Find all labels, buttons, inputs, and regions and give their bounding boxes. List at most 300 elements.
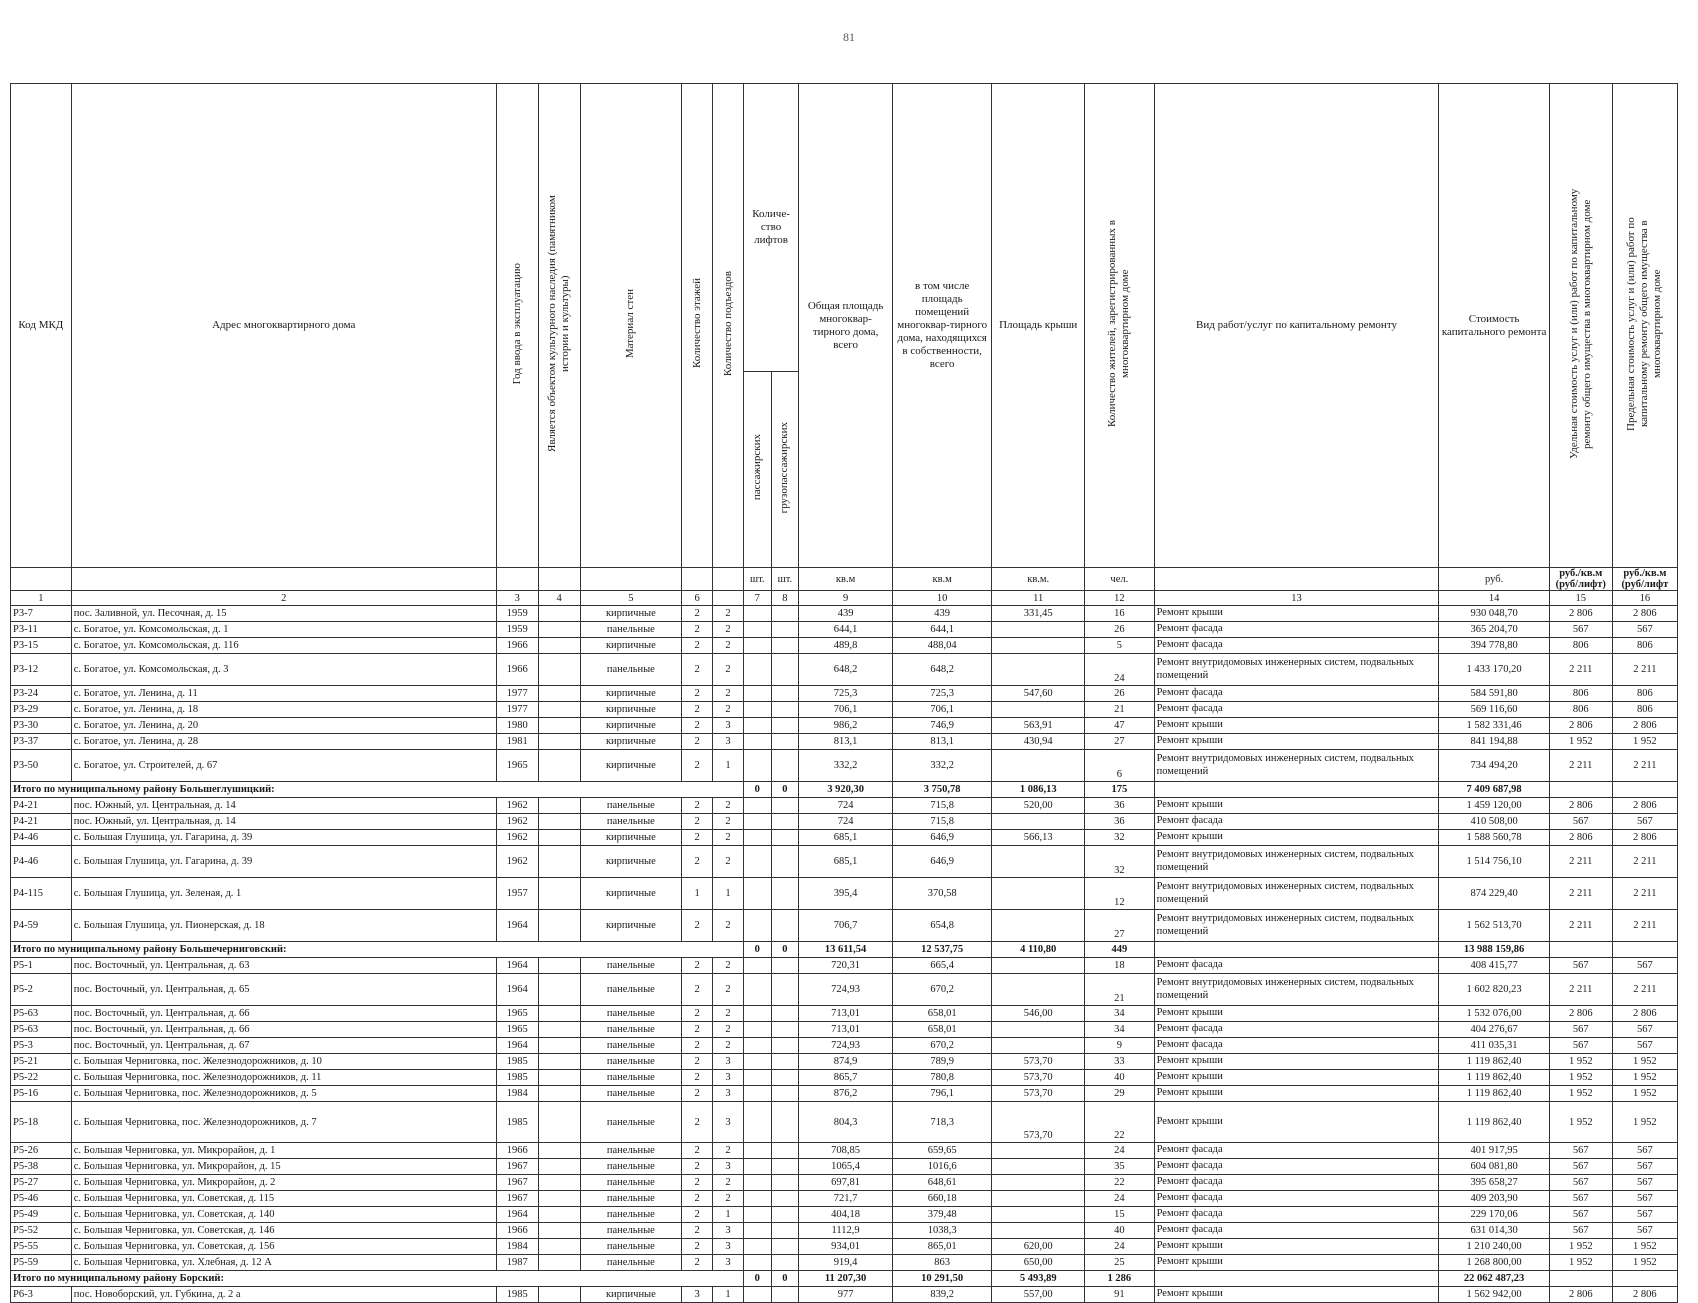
cell-owned-area: 780,8 bbox=[893, 1070, 992, 1086]
cell-owned-area: 658,01 bbox=[893, 1006, 992, 1022]
cell-work-type: Ремонт крыши bbox=[1154, 734, 1439, 750]
cell-owned-area: 648,61 bbox=[893, 1175, 992, 1191]
cell-roof-area: 573,70 bbox=[992, 1102, 1085, 1143]
cell-entrances: 1 bbox=[713, 750, 744, 782]
cell-address: с. Большая Глушица, ул. Зеленая, д. 1 bbox=[71, 878, 496, 910]
subtotal-empty bbox=[1549, 782, 1612, 798]
subtotal-row bbox=[11, 782, 1678, 798]
table-row bbox=[11, 974, 1678, 1006]
cell-material: панельные bbox=[580, 654, 682, 686]
table-row bbox=[11, 1207, 1678, 1223]
cell-max-cost: 2 806 bbox=[1612, 830, 1677, 846]
cell-material: панельные bbox=[580, 1191, 682, 1207]
cell-unit-cost: 567 bbox=[1549, 814, 1612, 830]
cell-work-type: Ремонт крыши bbox=[1154, 1287, 1439, 1303]
cell-lifts-cargo bbox=[771, 718, 799, 734]
cell-max-cost: 567 bbox=[1612, 1143, 1677, 1159]
cell-floors: 2 bbox=[682, 1022, 713, 1038]
cell-entrances: 2 bbox=[713, 798, 744, 814]
cell-heritage bbox=[538, 1207, 580, 1223]
cell-entrances: 3 bbox=[713, 1054, 744, 1070]
subtotal-total-area: 11 207,30 bbox=[799, 1271, 893, 1287]
subtotal-lifts-cargo: 0 bbox=[771, 782, 799, 798]
cell-lifts-cargo bbox=[771, 878, 799, 910]
units-row bbox=[11, 568, 1678, 591]
cell-work-type: Ремонт крыши bbox=[1154, 1239, 1439, 1255]
cell-unit-cost: 567 bbox=[1549, 1207, 1612, 1223]
subtotal-empty bbox=[1154, 782, 1439, 798]
cell-entrances: 3 bbox=[713, 1102, 744, 1143]
cell-material: кирпичные bbox=[580, 686, 682, 702]
cell-max-cost: 806 bbox=[1612, 686, 1677, 702]
subtotal-lifts-passenger: 0 bbox=[743, 942, 771, 958]
cell-residents: 34 bbox=[1085, 1006, 1155, 1022]
cell-year: 1966 bbox=[496, 638, 538, 654]
cell-cost: 410 508,00 bbox=[1439, 814, 1549, 830]
subtotal-empty bbox=[1612, 782, 1677, 798]
cell-total-area: 986,2 bbox=[799, 718, 893, 734]
subtotal-empty bbox=[1154, 942, 1439, 958]
cell-roof-area: 573,70 bbox=[992, 1070, 1085, 1086]
cell-total-area: 919,4 bbox=[799, 1255, 893, 1271]
cell-residents: 34 bbox=[1085, 1022, 1155, 1038]
cell-year: 1977 bbox=[496, 702, 538, 718]
cell-heritage bbox=[538, 1255, 580, 1271]
cell-entrances: 2 bbox=[713, 1143, 744, 1159]
cell-floors: 2 bbox=[682, 846, 713, 878]
unit-people: чел. bbox=[1085, 568, 1155, 591]
cell-floors: 2 bbox=[682, 718, 713, 734]
header-code: Код МКД bbox=[11, 84, 72, 568]
cell-floors: 2 bbox=[682, 1207, 713, 1223]
header-work-type: Вид работ/услуг по капитальному ремонту bbox=[1154, 84, 1439, 568]
cell-max-cost: 567 bbox=[1612, 1207, 1677, 1223]
cell-unit-cost: 1 952 bbox=[1549, 1255, 1612, 1271]
cell-unit-cost: 567 bbox=[1549, 1223, 1612, 1239]
cell-heritage bbox=[538, 1223, 580, 1239]
cell-lifts-cargo bbox=[771, 1143, 799, 1159]
cell-year: 1984 bbox=[496, 1239, 538, 1255]
cell-total-area: 404,18 bbox=[799, 1207, 893, 1223]
table-body bbox=[11, 606, 1678, 1303]
cell-entrances: 2 bbox=[713, 814, 744, 830]
column-number: 11 bbox=[992, 591, 1085, 606]
cell-cost: 365 204,70 bbox=[1439, 622, 1549, 638]
cell-material: панельные bbox=[580, 1086, 682, 1102]
cell-lifts-cargo bbox=[771, 910, 799, 942]
cell-code: Р5-3 bbox=[11, 1038, 72, 1054]
cell-roof-area bbox=[992, 622, 1085, 638]
cell-lifts-passenger bbox=[743, 1038, 771, 1054]
cell-owned-area: 379,48 bbox=[893, 1207, 992, 1223]
cell-owned-area: 715,8 bbox=[893, 814, 992, 830]
cell-residents: 21 bbox=[1085, 974, 1155, 1006]
cell-max-cost: 2 211 bbox=[1612, 878, 1677, 910]
cell-material: кирпичные bbox=[580, 734, 682, 750]
cell-address: с. Большая Черниговка, ул. Хлебная, д. 12 А bbox=[71, 1255, 496, 1271]
cell-max-cost: 567 bbox=[1612, 814, 1677, 830]
cell-unit-cost: 2 806 bbox=[1549, 798, 1612, 814]
table-row bbox=[11, 1191, 1678, 1207]
cell-cost: 401 917,95 bbox=[1439, 1143, 1549, 1159]
cell-address: пос. Восточный, ул. Центральная, д. 66 bbox=[71, 1022, 496, 1038]
cell-owned-area: 796,1 bbox=[893, 1086, 992, 1102]
cell-lifts-cargo bbox=[771, 702, 799, 718]
cell-heritage bbox=[538, 1143, 580, 1159]
cell-entrances: 2 bbox=[713, 686, 744, 702]
cell-total-area: 724 bbox=[799, 798, 893, 814]
cell-year: 1965 bbox=[496, 1006, 538, 1022]
cell-entrances: 2 bbox=[713, 1006, 744, 1022]
cell-max-cost: 2 806 bbox=[1612, 718, 1677, 734]
cell-residents: 9 bbox=[1085, 1038, 1155, 1054]
cell-lifts-passenger bbox=[743, 1070, 771, 1086]
cell-roof-area: 620,00 bbox=[992, 1239, 1085, 1255]
cell-owned-area: 488,04 bbox=[893, 638, 992, 654]
capital-repair-table bbox=[10, 83, 1678, 1303]
cell-cost: 1 562 942,00 bbox=[1439, 1287, 1549, 1303]
header-total-area: Общая площадь многоквар-тирного дома, всего bbox=[799, 84, 893, 568]
table-row bbox=[11, 1223, 1678, 1239]
cell-address: с. Большая Глушица, ул. Гагарина, д. 39 bbox=[71, 830, 496, 846]
cell-total-area: 332,2 bbox=[799, 750, 893, 782]
cell-total-area: 648,2 bbox=[799, 654, 893, 686]
cell-code: Р5-38 bbox=[11, 1159, 72, 1175]
cell-work-type: Ремонт фасада bbox=[1154, 814, 1439, 830]
cell-roof-area: 573,70 bbox=[992, 1054, 1085, 1070]
cell-work-type: Ремонт внутридомовых инженерных систем, подвальных помещений bbox=[1154, 910, 1439, 942]
cell-heritage bbox=[538, 798, 580, 814]
cell-year: 1964 bbox=[496, 1207, 538, 1223]
cell-code: Р5-22 bbox=[11, 1070, 72, 1086]
cell-residents: 47 bbox=[1085, 718, 1155, 734]
cell-year: 1985 bbox=[496, 1102, 538, 1143]
cell-code: Р3-7 bbox=[11, 606, 72, 622]
cell-code: Р3-11 bbox=[11, 622, 72, 638]
column-number: 9 bbox=[799, 591, 893, 606]
cell-lifts-passenger bbox=[743, 814, 771, 830]
cell-roof-area bbox=[992, 1191, 1085, 1207]
table-row bbox=[11, 1006, 1678, 1022]
cell-residents: 32 bbox=[1085, 830, 1155, 846]
cell-cost: 584 591,80 bbox=[1439, 686, 1549, 702]
cell-address: пос. Восточный, ул. Центральная, д. 63 bbox=[71, 958, 496, 974]
cell-lifts-cargo bbox=[771, 1255, 799, 1271]
cell-entrances: 2 bbox=[713, 638, 744, 654]
cell-year: 1966 bbox=[496, 654, 538, 686]
cell-lifts-cargo bbox=[771, 1022, 799, 1038]
cell-cost: 394 778,80 bbox=[1439, 638, 1549, 654]
cell-address: с. Большая Черниговка, ул. Микрорайон, д. 1 bbox=[71, 1143, 496, 1159]
cell-floors: 2 bbox=[682, 622, 713, 638]
cell-heritage bbox=[538, 1038, 580, 1054]
unit-pcs: шт. bbox=[771, 568, 799, 591]
cell-owned-area: 665,4 bbox=[893, 958, 992, 974]
cell-work-type: Ремонт крыши bbox=[1154, 830, 1439, 846]
cell-floors: 2 bbox=[682, 1143, 713, 1159]
cell-code: Р4-21 bbox=[11, 798, 72, 814]
cell-cost: 1 459 120,00 bbox=[1439, 798, 1549, 814]
cell-residents: 40 bbox=[1085, 1223, 1155, 1239]
cell-year: 1985 bbox=[496, 1054, 538, 1070]
cell-unit-cost: 2 211 bbox=[1549, 878, 1612, 910]
cell-lifts-passenger bbox=[743, 1054, 771, 1070]
cell-heritage bbox=[538, 734, 580, 750]
column-number: 6 bbox=[682, 591, 713, 606]
cell-roof-area bbox=[992, 1175, 1085, 1191]
cell-address: пос. Восточный, ул. Центральная, д. 66 bbox=[71, 1006, 496, 1022]
cell-lifts-passenger bbox=[743, 1175, 771, 1191]
header-residents: Количество жителей, зарегистрированных в многоквартирном доме bbox=[1106, 220, 1132, 427]
cell-year: 1964 bbox=[496, 958, 538, 974]
cell-max-cost: 567 bbox=[1612, 622, 1677, 638]
table-row bbox=[11, 878, 1678, 910]
subtotal-empty bbox=[1549, 1271, 1612, 1287]
cell-roof-area bbox=[992, 1223, 1085, 1239]
cell-total-area: 1112,9 bbox=[799, 1223, 893, 1239]
cell-year: 1967 bbox=[496, 1191, 538, 1207]
cell-entrances: 3 bbox=[713, 1086, 744, 1102]
cell-work-type: Ремонт фасада bbox=[1154, 622, 1439, 638]
unit-rub-per-sqm: руб./кв.м (руб/лифт) bbox=[1549, 568, 1612, 591]
cell-code: Р5-21 bbox=[11, 1054, 72, 1070]
subtotal-row bbox=[11, 942, 1678, 958]
table-row bbox=[11, 750, 1678, 782]
cell-lifts-passenger bbox=[743, 638, 771, 654]
cell-lifts-passenger bbox=[743, 1223, 771, 1239]
cell-owned-area: 659,65 bbox=[893, 1143, 992, 1159]
cell-material: панельные bbox=[580, 1006, 682, 1022]
cell-roof-area: 566,13 bbox=[992, 830, 1085, 846]
cell-lifts-passenger bbox=[743, 622, 771, 638]
cell-year: 1964 bbox=[496, 1038, 538, 1054]
cell-year: 1962 bbox=[496, 814, 538, 830]
table-row bbox=[11, 1287, 1678, 1303]
cell-entrances: 2 bbox=[713, 1191, 744, 1207]
cell-code: Р5-49 bbox=[11, 1207, 72, 1223]
table-row bbox=[11, 1143, 1678, 1159]
cell-code: Р3-30 bbox=[11, 718, 72, 734]
cell-roof-area bbox=[992, 814, 1085, 830]
cell-code: Р5-16 bbox=[11, 1086, 72, 1102]
cell-floors: 2 bbox=[682, 910, 713, 942]
cell-owned-area: 706,1 bbox=[893, 702, 992, 718]
cell-work-type: Ремонт фасада bbox=[1154, 1038, 1439, 1054]
table-row bbox=[11, 622, 1678, 638]
subtotal-cost: 22 062 487,23 bbox=[1439, 1271, 1549, 1287]
cell-residents: 6 bbox=[1085, 750, 1155, 782]
cell-material: кирпичные bbox=[580, 830, 682, 846]
cell-address: пос. Южный, ул. Центральная, д. 14 bbox=[71, 798, 496, 814]
cell-work-type: Ремонт фасада bbox=[1154, 686, 1439, 702]
cell-max-cost: 567 bbox=[1612, 1038, 1677, 1054]
cell-material: панельные bbox=[580, 1159, 682, 1175]
table-row bbox=[11, 686, 1678, 702]
unit-rub: руб. bbox=[1439, 568, 1549, 591]
cell-max-cost: 567 bbox=[1612, 1223, 1677, 1239]
cell-floors: 2 bbox=[682, 798, 713, 814]
column-number: 1 bbox=[11, 591, 72, 606]
cell-lifts-cargo bbox=[771, 1239, 799, 1255]
cell-cost: 409 203,90 bbox=[1439, 1191, 1549, 1207]
cell-owned-area: 646,9 bbox=[893, 846, 992, 878]
subtotal-roof-area: 1 086,13 bbox=[992, 782, 1085, 798]
cell-address: с. Большая Черниговка, ул. Советская, д. 156 bbox=[71, 1239, 496, 1255]
cell-total-area: 724,93 bbox=[799, 1038, 893, 1054]
cell-code: Р5-46 bbox=[11, 1191, 72, 1207]
cell-material: панельные bbox=[580, 1022, 682, 1038]
subtotal-label: Итого по муниципальному району Большеглушицкий: bbox=[11, 782, 744, 798]
cell-entrances: 3 bbox=[713, 734, 744, 750]
column-number: 4 bbox=[538, 591, 580, 606]
cell-lifts-cargo bbox=[771, 654, 799, 686]
cell-heritage bbox=[538, 1191, 580, 1207]
cell-heritage bbox=[538, 1287, 580, 1303]
cell-year: 1959 bbox=[496, 622, 538, 638]
cell-max-cost: 1 952 bbox=[1612, 1054, 1677, 1070]
cell-address: с. Богатое, ул. Ленина, д. 28 bbox=[71, 734, 496, 750]
cell-entrances: 2 bbox=[713, 1175, 744, 1191]
cell-lifts-passenger bbox=[743, 798, 771, 814]
subtotal-empty bbox=[1612, 942, 1677, 958]
cell-lifts-cargo bbox=[771, 606, 799, 622]
cell-lifts-cargo bbox=[771, 1207, 799, 1223]
cell-heritage bbox=[538, 702, 580, 718]
cell-max-cost: 2 806 bbox=[1612, 1006, 1677, 1022]
cell-lifts-passenger bbox=[743, 606, 771, 622]
cell-entrances: 3 bbox=[713, 1239, 744, 1255]
cell-address: с. Большая Черниговка, ул. Микрорайон, д. 2 bbox=[71, 1175, 496, 1191]
cell-lifts-passenger bbox=[743, 654, 771, 686]
cell-code: Р4-46 bbox=[11, 830, 72, 846]
cell-max-cost: 567 bbox=[1612, 1191, 1677, 1207]
subtotal-roof-area: 4 110,80 bbox=[992, 942, 1085, 958]
table-row bbox=[11, 830, 1678, 846]
cell-year: 1964 bbox=[496, 974, 538, 1006]
cell-heritage bbox=[538, 606, 580, 622]
cell-heritage bbox=[538, 718, 580, 734]
cell-year: 1980 bbox=[496, 718, 538, 734]
cell-code: Р3-50 bbox=[11, 750, 72, 782]
subtotal-owned-area: 10 291,50 bbox=[893, 1271, 992, 1287]
cell-floors: 2 bbox=[682, 1038, 713, 1054]
subtotal-empty bbox=[1549, 942, 1612, 958]
cell-lifts-passenger bbox=[743, 702, 771, 718]
cell-owned-area: 660,18 bbox=[893, 1191, 992, 1207]
cell-floors: 2 bbox=[682, 702, 713, 718]
cell-residents: 12 bbox=[1085, 878, 1155, 910]
cell-address: с. Большая Черниговка, пос. Железнодорожников, д. 5 bbox=[71, 1086, 496, 1102]
cell-floors: 2 bbox=[682, 1159, 713, 1175]
cell-work-type: Ремонт внутридомовых инженерных систем, подвальных помещений bbox=[1154, 974, 1439, 1006]
cell-lifts-cargo bbox=[771, 1086, 799, 1102]
unit-pcs: шт. bbox=[743, 568, 771, 591]
cell-lifts-passenger bbox=[743, 686, 771, 702]
cell-residents: 18 bbox=[1085, 958, 1155, 974]
cell-roof-area: 563,91 bbox=[992, 718, 1085, 734]
header-floors: Количество этажей bbox=[690, 278, 703, 369]
table-row bbox=[11, 814, 1678, 830]
cell-lifts-cargo bbox=[771, 1102, 799, 1143]
cell-code: Р3-29 bbox=[11, 702, 72, 718]
cell-work-type: Ремонт фасада bbox=[1154, 702, 1439, 718]
cell-floors: 2 bbox=[682, 1054, 713, 1070]
cell-heritage bbox=[538, 846, 580, 878]
cell-owned-area: 332,2 bbox=[893, 750, 992, 782]
cell-material: панельные bbox=[580, 798, 682, 814]
header-material: Материал стен bbox=[624, 288, 637, 359]
cell-total-area: 697,81 bbox=[799, 1175, 893, 1191]
header-owned-area: в том числе площадь помещений многоквар-тирного дома, находящихся в собственности, всего bbox=[893, 84, 992, 568]
cell-owned-area: 370,58 bbox=[893, 878, 992, 910]
cell-entrances: 1 bbox=[713, 1207, 744, 1223]
cell-code: Р3-24 bbox=[11, 686, 72, 702]
header-entrances: Количество подъездов bbox=[721, 270, 734, 377]
cell-address: пос. Восточный, ул. Центральная, д. 67 bbox=[71, 1038, 496, 1054]
table-row bbox=[11, 734, 1678, 750]
cell-lifts-cargo bbox=[771, 734, 799, 750]
cell-floors: 2 bbox=[682, 1191, 713, 1207]
cell-floors: 2 bbox=[682, 654, 713, 686]
column-number: 15 bbox=[1549, 591, 1612, 606]
cell-year: 1985 bbox=[496, 1287, 538, 1303]
cell-entrances: 2 bbox=[713, 606, 744, 622]
cell-lifts-cargo bbox=[771, 686, 799, 702]
cell-roof-area bbox=[992, 1143, 1085, 1159]
cell-owned-area: 670,2 bbox=[893, 1038, 992, 1054]
table-row bbox=[11, 654, 1678, 686]
column-numbers-row bbox=[11, 591, 1678, 606]
subtotal-row bbox=[11, 1271, 1678, 1287]
cell-heritage bbox=[538, 1086, 580, 1102]
cell-lifts-passenger bbox=[743, 1255, 771, 1271]
table-row bbox=[11, 1239, 1678, 1255]
cell-max-cost: 2 211 bbox=[1612, 974, 1677, 1006]
cell-year: 1959 bbox=[496, 606, 538, 622]
cell-material: панельные bbox=[580, 1223, 682, 1239]
cell-roof-area bbox=[992, 1159, 1085, 1175]
cell-code: Р5-59 bbox=[11, 1255, 72, 1271]
cell-total-area: 489,8 bbox=[799, 638, 893, 654]
cell-material: кирпичные bbox=[580, 606, 682, 622]
cell-code: Р5-18 bbox=[11, 1102, 72, 1143]
cell-residents: 33 bbox=[1085, 1054, 1155, 1070]
cell-cost: 1 532 076,00 bbox=[1439, 1006, 1549, 1022]
cell-cost: 395 658,27 bbox=[1439, 1175, 1549, 1191]
cell-material: панельные bbox=[580, 1255, 682, 1271]
cell-work-type: Ремонт внутридомовых инженерных систем, подвальных помещений bbox=[1154, 846, 1439, 878]
column-number: 5 bbox=[580, 591, 682, 606]
cell-residents: 36 bbox=[1085, 814, 1155, 830]
cell-material: панельные bbox=[580, 622, 682, 638]
column-number: 13 bbox=[1154, 591, 1439, 606]
table-row bbox=[11, 606, 1678, 622]
cell-entrances: 2 bbox=[713, 910, 744, 942]
cell-material: кирпичные bbox=[580, 638, 682, 654]
cell-max-cost: 567 bbox=[1612, 958, 1677, 974]
cell-year: 1967 bbox=[496, 1175, 538, 1191]
cell-lifts-passenger bbox=[743, 830, 771, 846]
cell-unit-cost: 2 806 bbox=[1549, 1006, 1612, 1022]
cell-floors: 1 bbox=[682, 878, 713, 910]
cell-max-cost: 806 bbox=[1612, 702, 1677, 718]
cell-total-area: 724,93 bbox=[799, 974, 893, 1006]
cell-material: кирпичные bbox=[580, 702, 682, 718]
cell-material: кирпичные bbox=[580, 846, 682, 878]
cell-lifts-passenger bbox=[743, 846, 771, 878]
column-number: 3 bbox=[496, 591, 538, 606]
unit-sqm: кв.м. bbox=[992, 568, 1085, 591]
